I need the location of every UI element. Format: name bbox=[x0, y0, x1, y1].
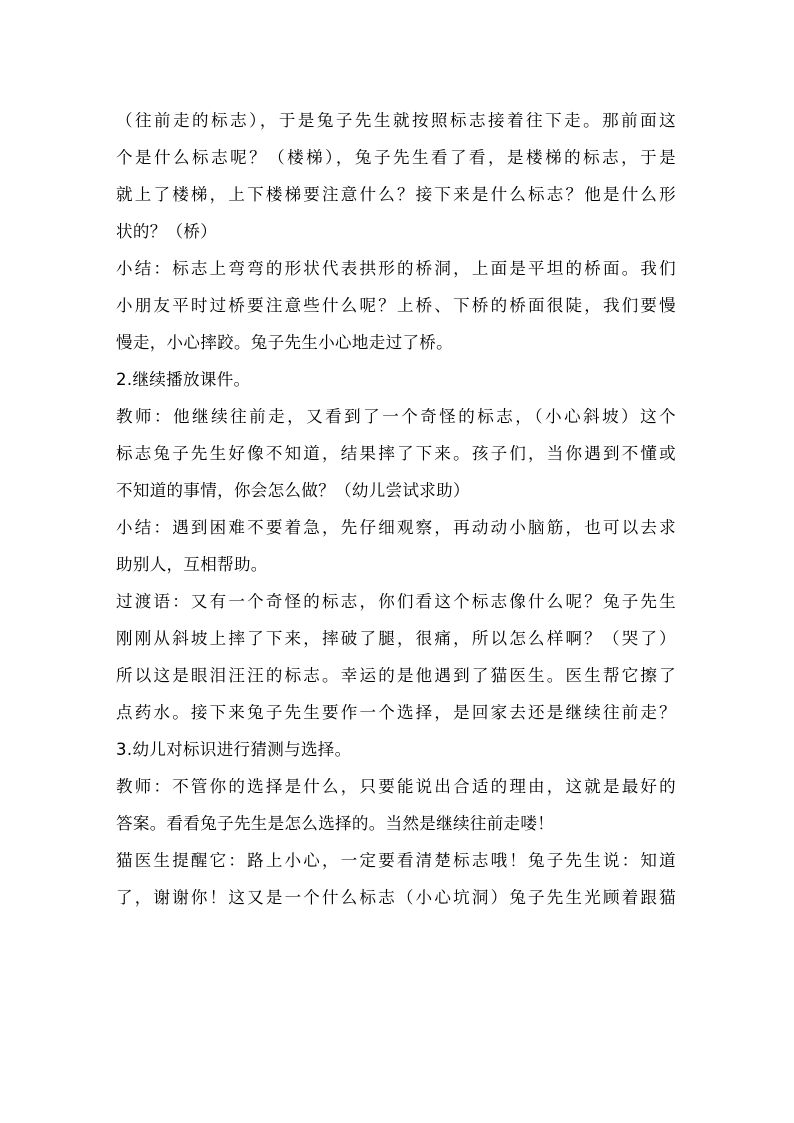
text-line-17: 点药水。接下来兔子先生要作一个选择，是回家去还是继续往前走？ bbox=[116, 703, 676, 722]
text-line-13: 助别人，互相帮助。 bbox=[116, 555, 268, 574]
text-line-10: 标志兔子先生好像不知道，结果摔了下来。孩子们，当你遇到不懂或 bbox=[116, 444, 676, 463]
text-line-7: 慢走，小心摔跤。兔子先生小心地走过了桥。 bbox=[116, 333, 453, 352]
text-line-4: 状的？（桥） bbox=[116, 222, 218, 241]
text-line-14: 过渡语：又有一个奇怪的标志，你们看这个标志像什么呢？兔子先生 bbox=[116, 592, 676, 611]
text-line-12: 小结：遇到困难不要着急，先仔细观察，再动动小脑筋，也可以去求 bbox=[116, 518, 676, 537]
text-line-21: 猫医生提醒它：路上小心，一定要看清楚标志哦！兔子先生说：知道 bbox=[116, 851, 676, 870]
text-line-11: 不知道的事情，你会怎么做？（幼儿尝试求助） bbox=[116, 481, 470, 500]
section-heading-2: 2.继续播放课件。 bbox=[116, 370, 251, 389]
document-page bbox=[116, 102, 676, 916]
text-line-22: 了，谢谢你！这又是一个什么标志（小心坑洞）兔子先生光顾着跟猫 bbox=[116, 888, 676, 907]
text-line-1: （往前走的标志），于是兔子先生就按照标志接着往下走。那前面这 bbox=[116, 111, 676, 130]
text-line-16: 所以这是眼泪汪汪的标志。幸运的是他遇到了猫医生。医生帮它擦了 bbox=[116, 666, 676, 685]
section-heading-3: 3.幼儿对标识进行猜测与选择。 bbox=[116, 740, 352, 759]
text-line-2: 个是什么标志呢？（楼梯），兔子先生看了看，是楼梯的标志，于是 bbox=[116, 148, 676, 167]
text-line-5: 小结：标志上弯弯的形状代表拱形的桥洞，上面是平坦的桥面。我们 bbox=[116, 259, 676, 278]
text-line-19: 教师：不管你的选择是什么，只要能说出合适的理由，这就是最好的 bbox=[116, 777, 676, 796]
text-line-20: 答案。看看兔子先生是怎么选择的。当然是继续往前走喽！ bbox=[116, 814, 555, 833]
text-line-9: 教师：他继续往前走，又看到了一个奇怪的标志，（小心斜坡）这个 bbox=[116, 407, 676, 426]
text-line-3: 就上了楼梯，上下楼梯要注意什么？接下来是什么标志？他是什么形 bbox=[116, 185, 676, 204]
text-line-15: 刚刚从斜坡上摔了下来，摔破了腿，很痛，所以怎么样啊？（哭了） bbox=[116, 629, 676, 648]
text-line-6: 小朋友平时过桥要注意些什么呢？上桥、下桥的桥面很陡，我们要慢 bbox=[116, 296, 676, 315]
